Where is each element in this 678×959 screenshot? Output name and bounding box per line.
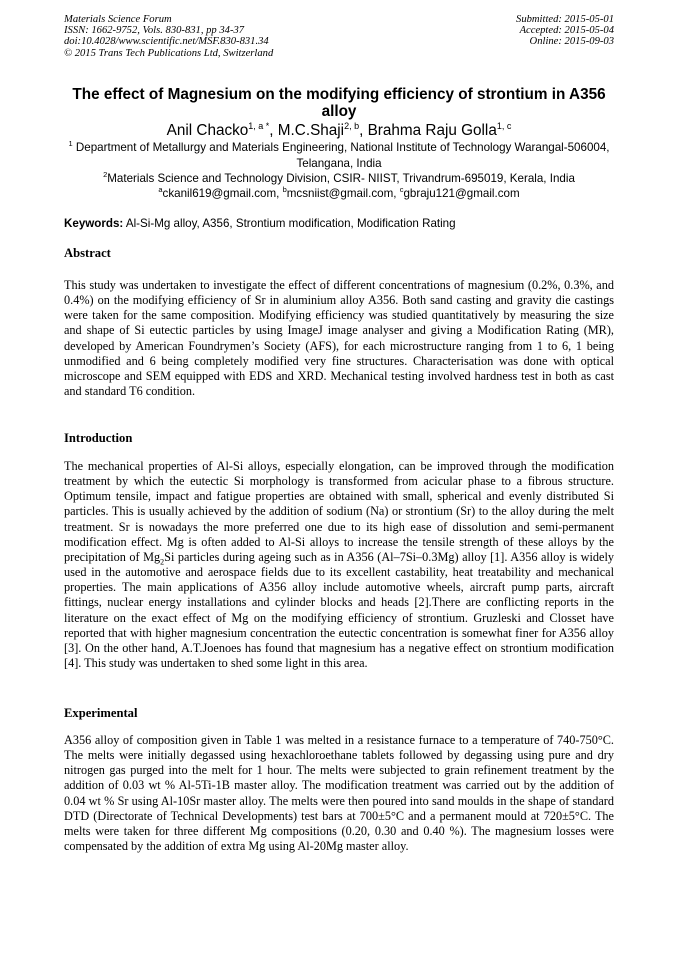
- author-affiliation-mark: 1, a *: [248, 120, 270, 131]
- publication-dates: [516, 14, 614, 48]
- affiliation-2: [64, 171, 614, 187]
- author-affiliation-mark: 1, c: [496, 120, 512, 131]
- experimental-text: A356 alloy of composition given in Table 1 was melted in a resistance furnace to a temperature of 740-750°C. The melts were initially degassed using hexachloroethane tablets followed by degassing using pure and dry nitrogen gas purged into the melt for 1 hour. The melts were subjected to grain refinement treatment by the addition of 0.03 wt % Al-5Ti-1B master alloy. The modification treatment was carried out by the addition of 0.04 wt % Sr using Al-10Sr master alloy. The melts were then poured into sand moulds in the shape of standard DTD (Directorate of Technical Developments) test bars at 700±5°C and a permanent mould at 720±5°C. The melts were taken for three different Mg compositions (0.20, 0.30 and 0.40 %). The magnesium losses were compensated by the addition of extra Mg using Al-20Mg master alloy.: [64, 733, 614, 854]
- email-address: gbraju121@gmail.com: [403, 187, 520, 200]
- author-list: Anil Chacko$^{1, a *}$, M.C.Shaji$^{2, b}$, Brahma Raju Golla$^{1, c}$: [166, 120, 512, 139]
- subscript: 2: [160, 557, 165, 567]
- keywords-text: Al-Si-Mg alloy, A356, Strontium modification, Modification Rating: [125, 217, 456, 230]
- keywords-label: Keywords:: [64, 217, 124, 230]
- email-mark: a: [158, 185, 163, 195]
- issn-line: ISSN: 1662-9752, Vols. 830-831, pp 34-37: [64, 25, 245, 37]
- accepted-date: Accepted: 2015-05-04: [519, 25, 614, 37]
- author-name: Anil Chacko: [166, 122, 249, 139]
- author-name: Brahma Raju Golla: [367, 122, 497, 139]
- author-name: M.C.Shaji: [277, 122, 345, 139]
- experimental-heading: Experimental: [64, 706, 138, 720]
- keywords-line: [64, 216, 614, 231]
- author-emails: $^a$ckanil619@gmail.com, $^b$mcsniist@gmail.com, $^c$gbraju121@gmail.com: [158, 185, 520, 200]
- affiliation-text: Materials Science and Technology Division, CSIR- NIIST, Trivandrum-695019, Kerala, India: [107, 172, 575, 185]
- abstract-heading: Abstract: [64, 246, 111, 260]
- affiliation-1: [64, 140, 614, 171]
- email-address: ckanil619@gmail.com: [162, 187, 277, 200]
- email-mark: c: [399, 185, 404, 195]
- affiliation-mark: 1: [68, 139, 73, 149]
- affiliation-mark: 2: [103, 170, 108, 180]
- doi-line: doi:10.4028/www.scientific.net/MSF.830-831.34: [64, 36, 269, 48]
- abstract-text: This study was undertaken to investigate the effect of different concentrations of magnesium (0.2%, 0.3%, and 0.4%) on the modifying efficiency of Sr in aluminium alloy A356. Both sand casting and gravity die castings were taken for the same composition. Modifying efficiency was studied quantitatively by measuring the size and shape of Si eutectic particles by using ImageJ image analyser and giving a Modification Rating (MR), developed by American Foundrymen’s Society (AFS), for each microstructure ranging from 1 to 6, 1 being unmodified and 6 being completely modified very fine structures. Characterisation was done with optical microscope and SEM equipped with EDS and XRD. Mechanical testing involved hardness test in both as cast and standard T6 condition.: [64, 278, 614, 399]
- journal-name: Materials Science Forum: [64, 14, 172, 25]
- introduction-text-part: Si particles during ageing such as in A356 (Al–7Si–0.3Mg) alloy [1]. A356 alloy is widely used in the automotive and aerospace fields due to its excellent castability, heat treatability and mechanical properties. The main applications of A356 alloy include automotive wheels, aircraft pump parts, aircraft fittings, nuclear energy installations and cylinder blocks and heads [2].There are conflicting reports in the literature on the exact effect of Mg on the modifying efficiency of strontium. Gruzleski and Closset have reported that with higher magnesium concentration the eutectic concentration is somewhat finer for A356 alloy [3]. On the other hand, A.T.Joenoes has found that magnesium has a negative effect on strontium modification [4]. This study was undertaken to shed some light in this area.: [64, 549, 614, 671]
- introduction-text-part: The mechanical properties of Al-Si alloys, especially elongation, can be improved through the modification treatment by which the eutectic Si morphology is transformed from acicular phase to a fibrous structure. Optimum tensile, impact and fatigue properties are obtained with small, spherical and evenly distributed Si particles. This is usually achieved by the addition of sodium (Na) or strontium (Sr) to the alloy during the melt treatment. Sr is nowadays the more preferred one due to its high ease of dissolution and semi-permanent modification effect. Mg is often added to Al-Si alloys to increase the tensile strength of these alloys by the precipitation of Mg: [64, 459, 614, 564]
- online-date: Online: 2015-09-03: [529, 36, 614, 48]
- introduction-text: [64, 459, 614, 671]
- affiliation-text: Department of Metallurgy and Materials Engineering, National Institute of Technology Warangal-506004, Telangana, India: [75, 141, 610, 170]
- submitted-date: Submitted: 2015-05-01: [516, 14, 614, 25]
- email-address: mcsniist@gmail.com: [286, 187, 394, 200]
- email-mark: b: [282, 185, 287, 195]
- introduction-heading: Introduction: [64, 431, 133, 445]
- paper-title: The effect of Magnesium on the modifying efficiency of strontium in A356 alloy: [72, 86, 606, 120]
- journal-info: [64, 14, 273, 59]
- copyright-line: © 2015 Trans Tech Publications Ltd, Switzerland: [64, 47, 274, 59]
- author-affiliation-mark: 2, b: [344, 120, 360, 131]
